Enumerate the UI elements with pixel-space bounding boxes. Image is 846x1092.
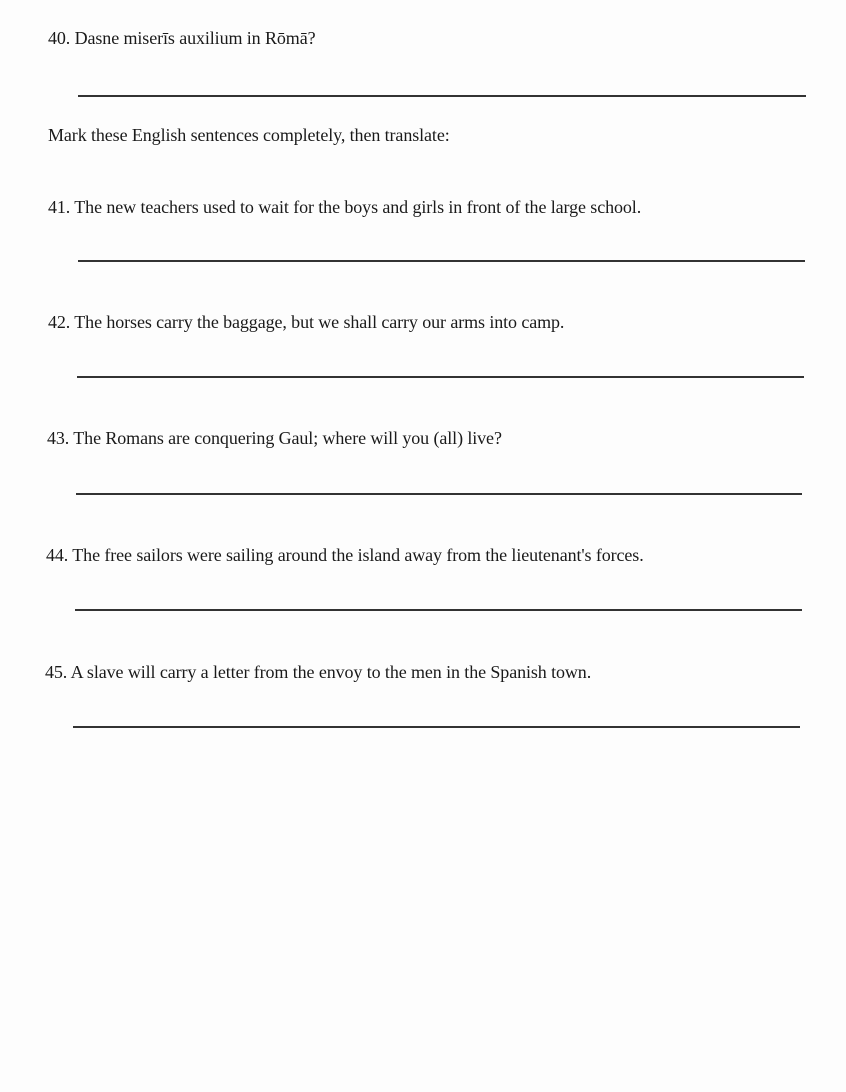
instruction: Mark these English sentences completely, then translate: (48, 125, 450, 145)
answer-line[interactable] (76, 493, 802, 495)
question-text: 42. The horses carry the baggage, but we shall carry our arms into camp. (48, 312, 565, 332)
answer-line[interactable] (78, 95, 806, 97)
answer-line[interactable] (73, 726, 800, 728)
question-text: 44. The free sailors were sailing around the island away from the lieutenant's forces. (46, 545, 644, 565)
answer-line[interactable] (78, 260, 805, 262)
answer-line[interactable] (75, 609, 802, 611)
question-text: 41. The new teachers used to wait for the boys and girls in front of the large school. (48, 197, 642, 217)
question-text: 40. Dasne miserīs auxilium in Rōmā? (48, 28, 316, 48)
answer-line[interactable] (77, 376, 804, 378)
question-text: 45. A slave will carry a letter from the envoy to the men in the Spanish town. (45, 662, 592, 682)
question-text: 43. The Romans are conquering Gaul; where will you (all) live? (47, 428, 502, 448)
